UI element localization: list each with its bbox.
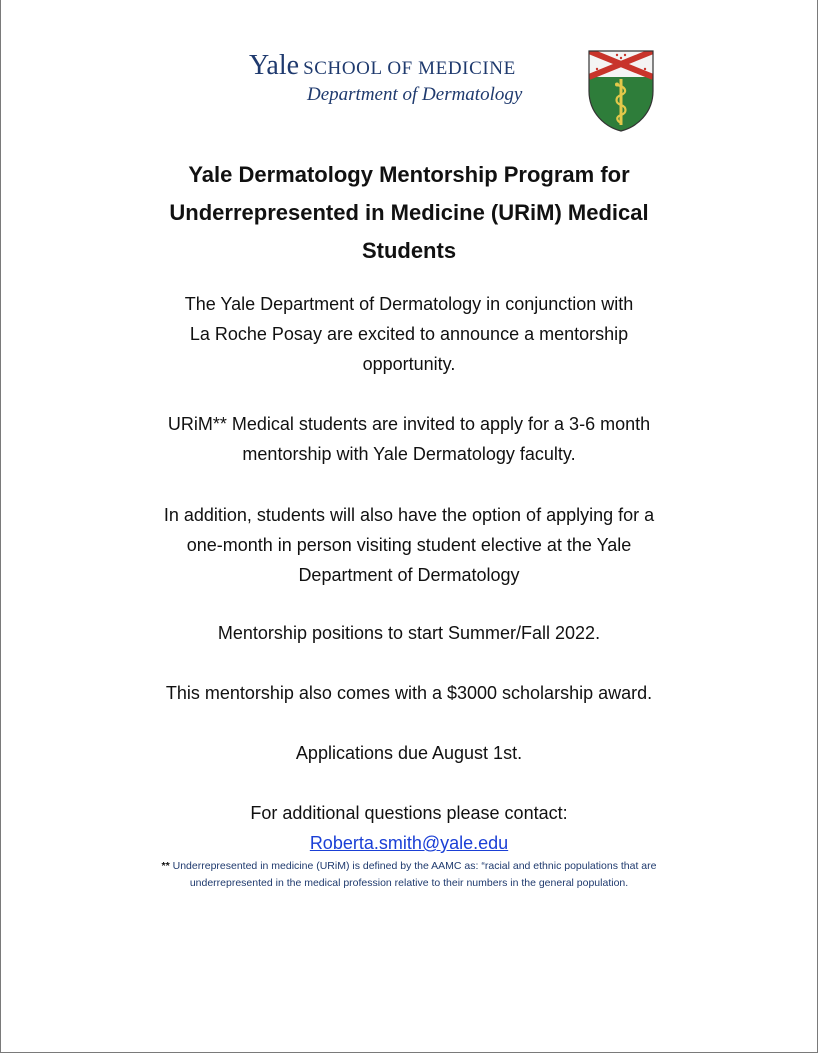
scholarship-text: This mentorship also comes with a $3000 scholarship award. [165, 683, 653, 703]
intro-line: The Yale Department of Dermatology in conjunction with [184, 294, 634, 314]
deadline-text: Applications due August 1st. [295, 743, 523, 763]
footnote-text-1: Underrepresented in medicine (URiM) is defined by the AAMC as: “racial and ethnic populations that are [169, 860, 657, 872]
footnote-line-1 [121, 858, 697, 875]
intro-line: La Roche Posay are excited to announce a mentorship [189, 324, 629, 344]
intro-paragraph [101, 289, 717, 379]
logo-department: Department of Dermatology [307, 84, 523, 105]
title-line-3: Students [361, 238, 457, 263]
logo-title [249, 50, 549, 82]
yale-logo [249, 50, 549, 106]
elective-line: one-month in person visiting student elective at the Yale [186, 535, 632, 555]
contact-email-link[interactable]: Roberta.smith@yale.edu [309, 833, 509, 853]
start-date-text: Mentorship positions to start Summer/Fall 2022. [217, 623, 601, 643]
elective-line: In addition, students will also have the option of applying for a [163, 505, 655, 525]
footnote-marker: ** [161, 860, 170, 872]
title-line-2: Underrepresented in Medicine (URiM) Medical [169, 200, 649, 225]
yale-medicine-shield-icon [587, 49, 655, 133]
contact-prompt: For additional questions please contact: [250, 803, 568, 823]
logo-yale-wordmark: Yale [249, 50, 300, 81]
eligibility-line: URiM** Medical students are invited to apply for a 3-6 month [167, 414, 651, 434]
eligibility-paragraph [101, 409, 717, 469]
contact-email-row [101, 828, 717, 858]
logo-school-name: SCHOOL OF MEDICINE [303, 58, 516, 79]
program-title [91, 156, 727, 270]
urim-footnote [121, 858, 697, 892]
footnote-line-2: underrepresented in the medical profession relative to their numbers in the general population. [189, 877, 629, 889]
intro-line: opportunity. [362, 354, 456, 374]
elective-line: Department of Dermatology [298, 565, 520, 585]
eligibility-line: mentorship with Yale Dermatology faculty. [242, 444, 576, 464]
title-line-1: Yale Dermatology Mentorship Program for [188, 162, 630, 187]
elective-paragraph [101, 500, 717, 590]
